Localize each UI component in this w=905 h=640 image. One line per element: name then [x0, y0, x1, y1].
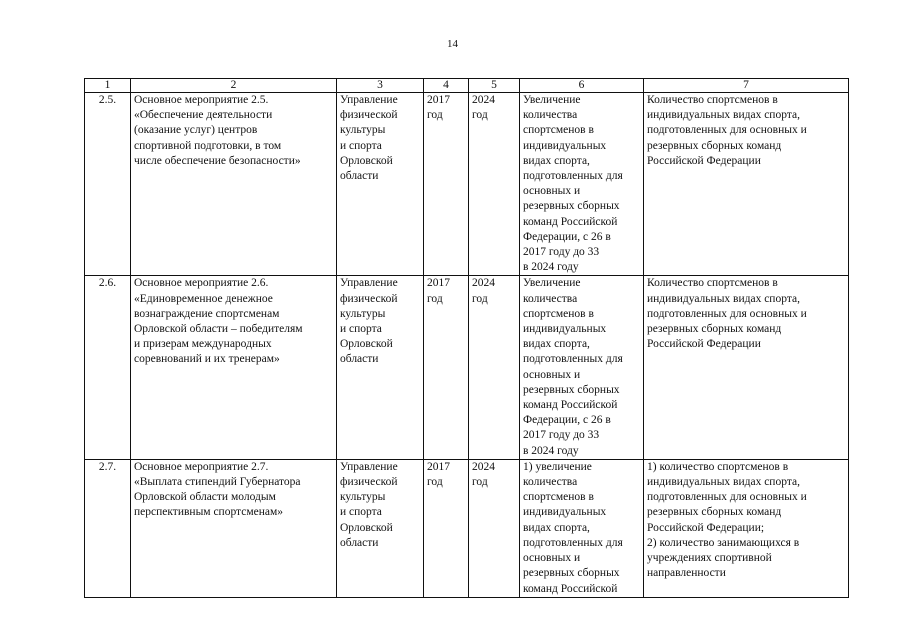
- header-row: [85, 79, 849, 93]
- expected-result: 1) увеличение количества спортсменов в индивидуальных видах спорта, подготовленных для основных и резервных сборных команд Российской: [520, 459, 644, 597]
- row-number: 2.7.: [85, 459, 131, 597]
- header-cell: 7: [644, 79, 849, 93]
- end-year: 2024 год: [469, 459, 520, 597]
- end-year: 2024 год: [469, 276, 520, 459]
- start-year: 2017 год: [424, 276, 469, 459]
- table-row: [85, 459, 849, 597]
- event-name: Основное мероприятие 2.7. «Выплата стипендий Губернатора Орловской области молодым перспективным спортсменам»: [131, 459, 337, 597]
- executor: Управление физической культуры и спорта Орловской области: [337, 459, 424, 597]
- indicator: 1) количество спортсменов в индивидуальных видах спорта, подготовленных для основных и резервных сборных команд Российской Федерации; 2) количество занимающихся в учреждениях спортивной направленности: [644, 459, 849, 597]
- expected-result: Увеличение количества спортсменов в индивидуальных видах спорта, подготовленных для основных и резервных сборных команд Российской Федерации, с 26 в 2017 году до 33 в 2024 году: [520, 276, 644, 459]
- header-cell: 6: [520, 79, 644, 93]
- event-name: Основное мероприятие 2.6. «Единовременное денежное вознаграждение спортсменам Орловской области – победителям и призерам международных соревнований и их тренерам»: [131, 276, 337, 459]
- header-cell: 2: [131, 79, 337, 93]
- executor: Управление физической культуры и спорта Орловской области: [337, 276, 424, 459]
- table-row: [85, 93, 849, 276]
- indicator: Количество спортсменов в индивидуальных видах спорта, подготовленных для основных и резервных сборных команд Российской Федерации: [644, 276, 849, 459]
- start-year: 2017 год: [424, 459, 469, 597]
- header-cell: 3: [337, 79, 424, 93]
- header-cell: 5: [469, 79, 520, 93]
- page-number: 14: [447, 38, 458, 50]
- event-name: Основное мероприятие 2.5. «Обеспечение деятельности (оказание услуг) центров спортивной подготовки, в том числе обеспечение безопасности»: [131, 93, 337, 276]
- row-number: 2.6.: [85, 276, 131, 459]
- row-number: 2.5.: [85, 93, 131, 276]
- header-cell: 1: [85, 79, 131, 93]
- indicator: Количество спортсменов в индивидуальных видах спорта, подготовленных для основных и резервных сборных команд Российской Федерации: [644, 93, 849, 276]
- table-row: [85, 276, 849, 459]
- executor: Управление физической культуры и спорта Орловской области: [337, 93, 424, 276]
- start-year: 2017 год: [424, 93, 469, 276]
- header-cell: 4: [424, 79, 469, 93]
- events-table: [84, 78, 849, 598]
- expected-result: Увеличение количества спортсменов в индивидуальных видах спорта, подготовленных для основных и резервных сборных команд Российской Федерации, с 26 в 2017 году до 33 в 2024 году: [520, 93, 644, 276]
- end-year: 2024 год: [469, 93, 520, 276]
